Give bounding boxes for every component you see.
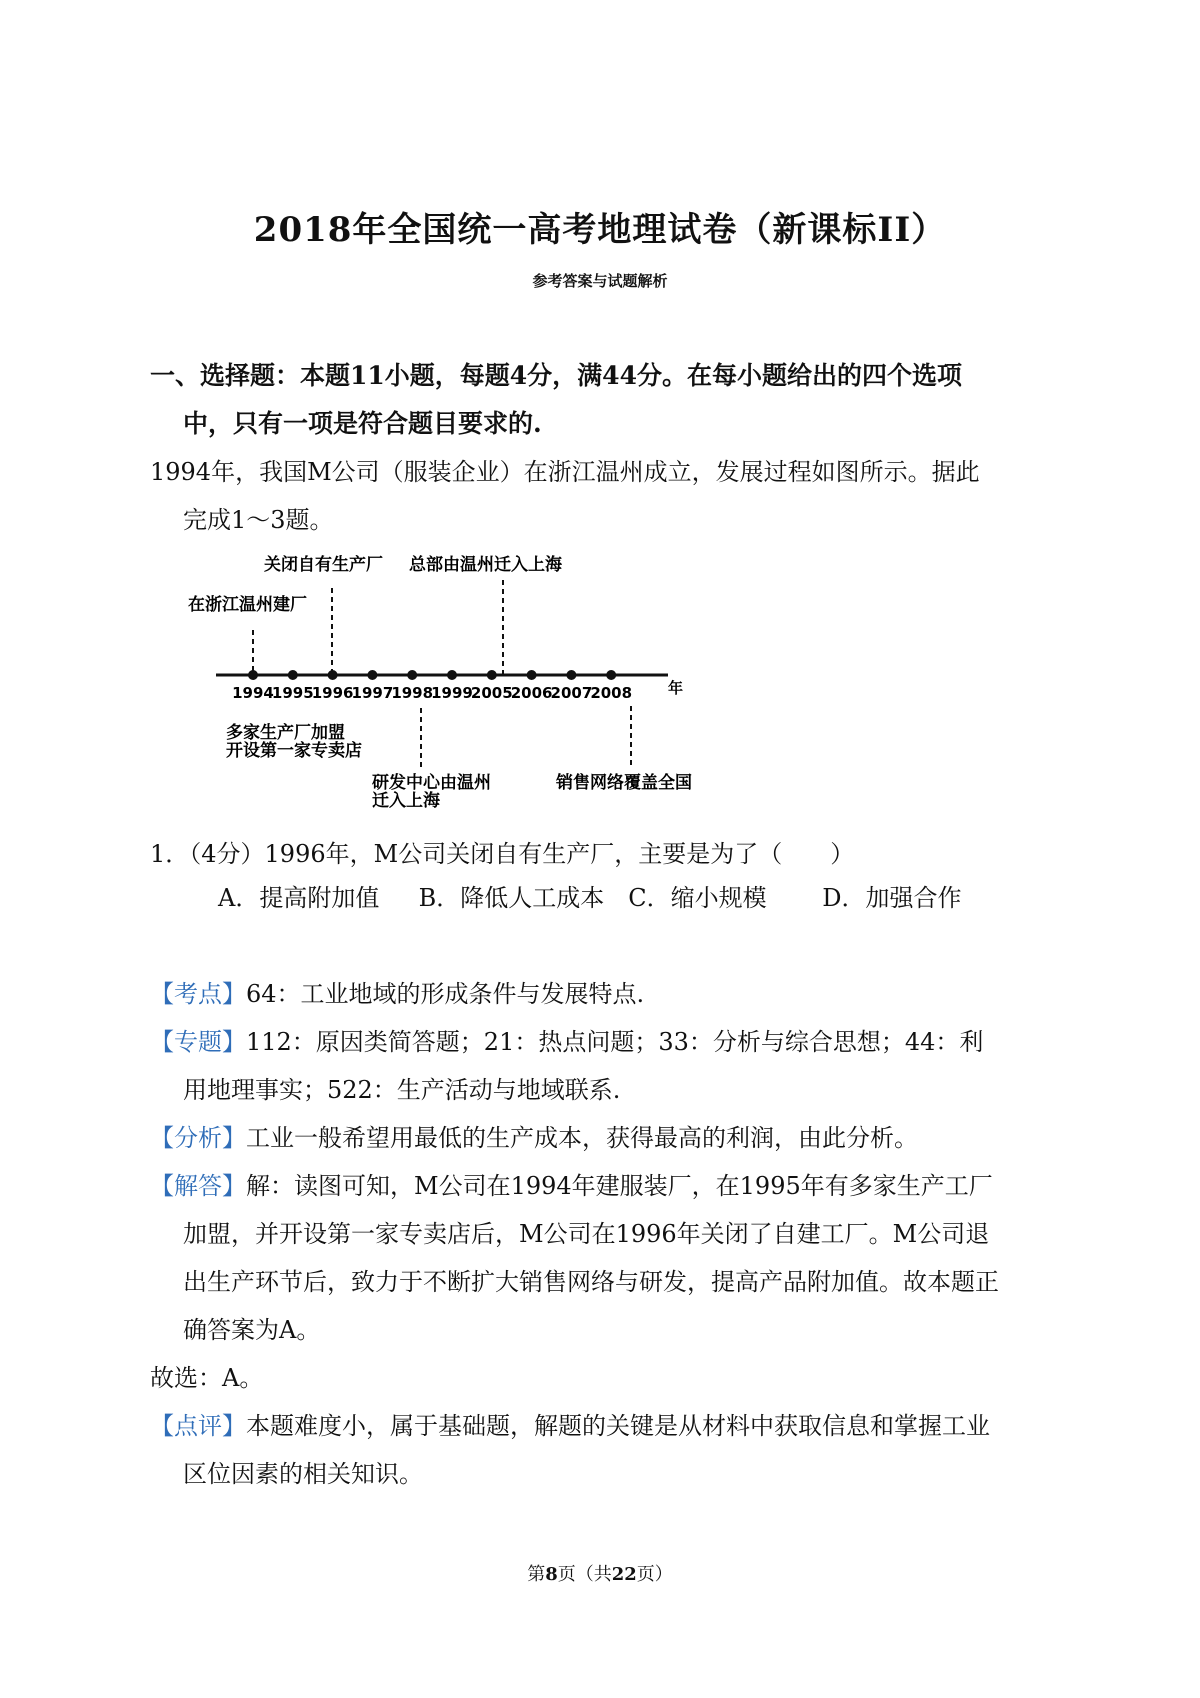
timeline-point-1995 [288,670,298,680]
jieda-text: 解：读图可知，M公司在1994年建服装厂，在1995年有多家生产工厂加盟，并开设第一家专卖店后，M公司在1996年关闭了自建工厂。M公司退出生产环节后，致力于不断扩大销售网络与研发，提高产品附加值。故本题正确答案为A。 [183,1172,999,1344]
event-1998-label-2: 迁入上海 [372,791,440,811]
kaodian-text: 64：工业地域的形成条件与发展特点. [246,980,645,1008]
fenxi-text: 工业一般希望用最低的生产成本，获得最高的利润，由此分析。 [246,1124,918,1152]
footer-mid: 页（共 [557,1564,612,1585]
zhuanti-block [150,1018,1000,1114]
footer-post: 页） [636,1564,673,1585]
timeline-year-1998: 1998 [391,684,434,702]
timeline-year-2006: 2006 [510,684,553,702]
page-footer [0,1560,1200,1586]
footer-pre: 第 [527,1564,546,1585]
dianping-text: 本题难度小，属于基础题，解题的关键是从材料中获取信息和掌握工业区位因素的相关知识。 [183,1412,990,1488]
kaodian-block [150,970,1000,1018]
event-1995-label-1: 多家生产厂加盟 [226,723,345,743]
timeline-year-1996: 1996 [311,684,354,702]
jieda-block [150,1162,1000,1354]
timeline-point-2007 [566,670,576,680]
event-2005-label: 总部由温州迁入上海 [409,555,562,575]
zhuanti-text: 112：原因类简答题；21：热点问题；33：分析与综合思想；44：利用地理事实；522：生产活动与地域联系. [183,1028,984,1104]
dianping-block [150,1402,1000,1498]
event-1996-label: 关闭自有生产厂 [264,555,383,575]
timeline-year-2005: 2005 [470,684,513,702]
event-1995-label-2: 开设第一家专卖店 [226,741,362,761]
timeline-point-1997 [367,670,377,680]
event-1998-label-1: 研发中心由温州 [372,773,491,793]
question-intro: 1994年，我国M公司（服装企业）在浙江温州成立，发展过程如图所示。据此完成1～3题。 [150,458,980,534]
timeline-diagram [180,548,700,818]
section-heading: 一、选择题：本题11小题，每题4分，满44分。在每小题给出的四个选项中，只有一项是符合题目要求的. [150,361,962,438]
footer-page-number: 8 [545,1564,558,1585]
question-options: A．提高附加值 B．降低人工成本 C．缩小规模 D．加强合作 [218,884,962,912]
timeline-unit: 年 [668,679,684,697]
fenxi-block [150,1114,1000,1162]
timeline-point-2008 [606,670,616,680]
event-1994-label: 在浙江温州建厂 [188,595,307,615]
timeline-year-1994: 1994 [232,684,274,702]
timeline-year-1997: 1997 [351,684,394,702]
answer-line: 故选：A。 [150,1364,264,1392]
event-2008-label: 销售网络覆盖全国 [556,773,692,793]
fenxi-tag: 【分析】 [150,1124,246,1152]
dianping-tag: 【点评】 [150,1412,246,1440]
timeline-year-1995: 1995 [271,684,314,702]
jieda-tag: 【解答】 [150,1172,246,1200]
question-1: 1．（4分）1996年，M公司关闭自有生产厂，主要是为了（ ） [150,840,855,868]
timeline-year-2007: 2007 [550,684,593,702]
page-title: 2018年全国统一高考地理试卷（新课标II） [253,210,947,250]
timeline-year-2008: 2008 [590,684,633,702]
zhuanti-tag: 【专题】 [150,1028,246,1056]
footer-total-pages: 22 [611,1564,637,1585]
timeline-point-1999 [447,670,457,680]
timeline-point-2006 [527,670,537,680]
kaodian-tag: 【考点】 [150,980,246,1008]
timeline-year-1999: 1999 [431,684,473,702]
timeline-point-2005 [487,670,497,680]
page-subtitle: 参考答案与试题解析 [532,272,668,290]
timeline-point-1998 [407,670,417,680]
